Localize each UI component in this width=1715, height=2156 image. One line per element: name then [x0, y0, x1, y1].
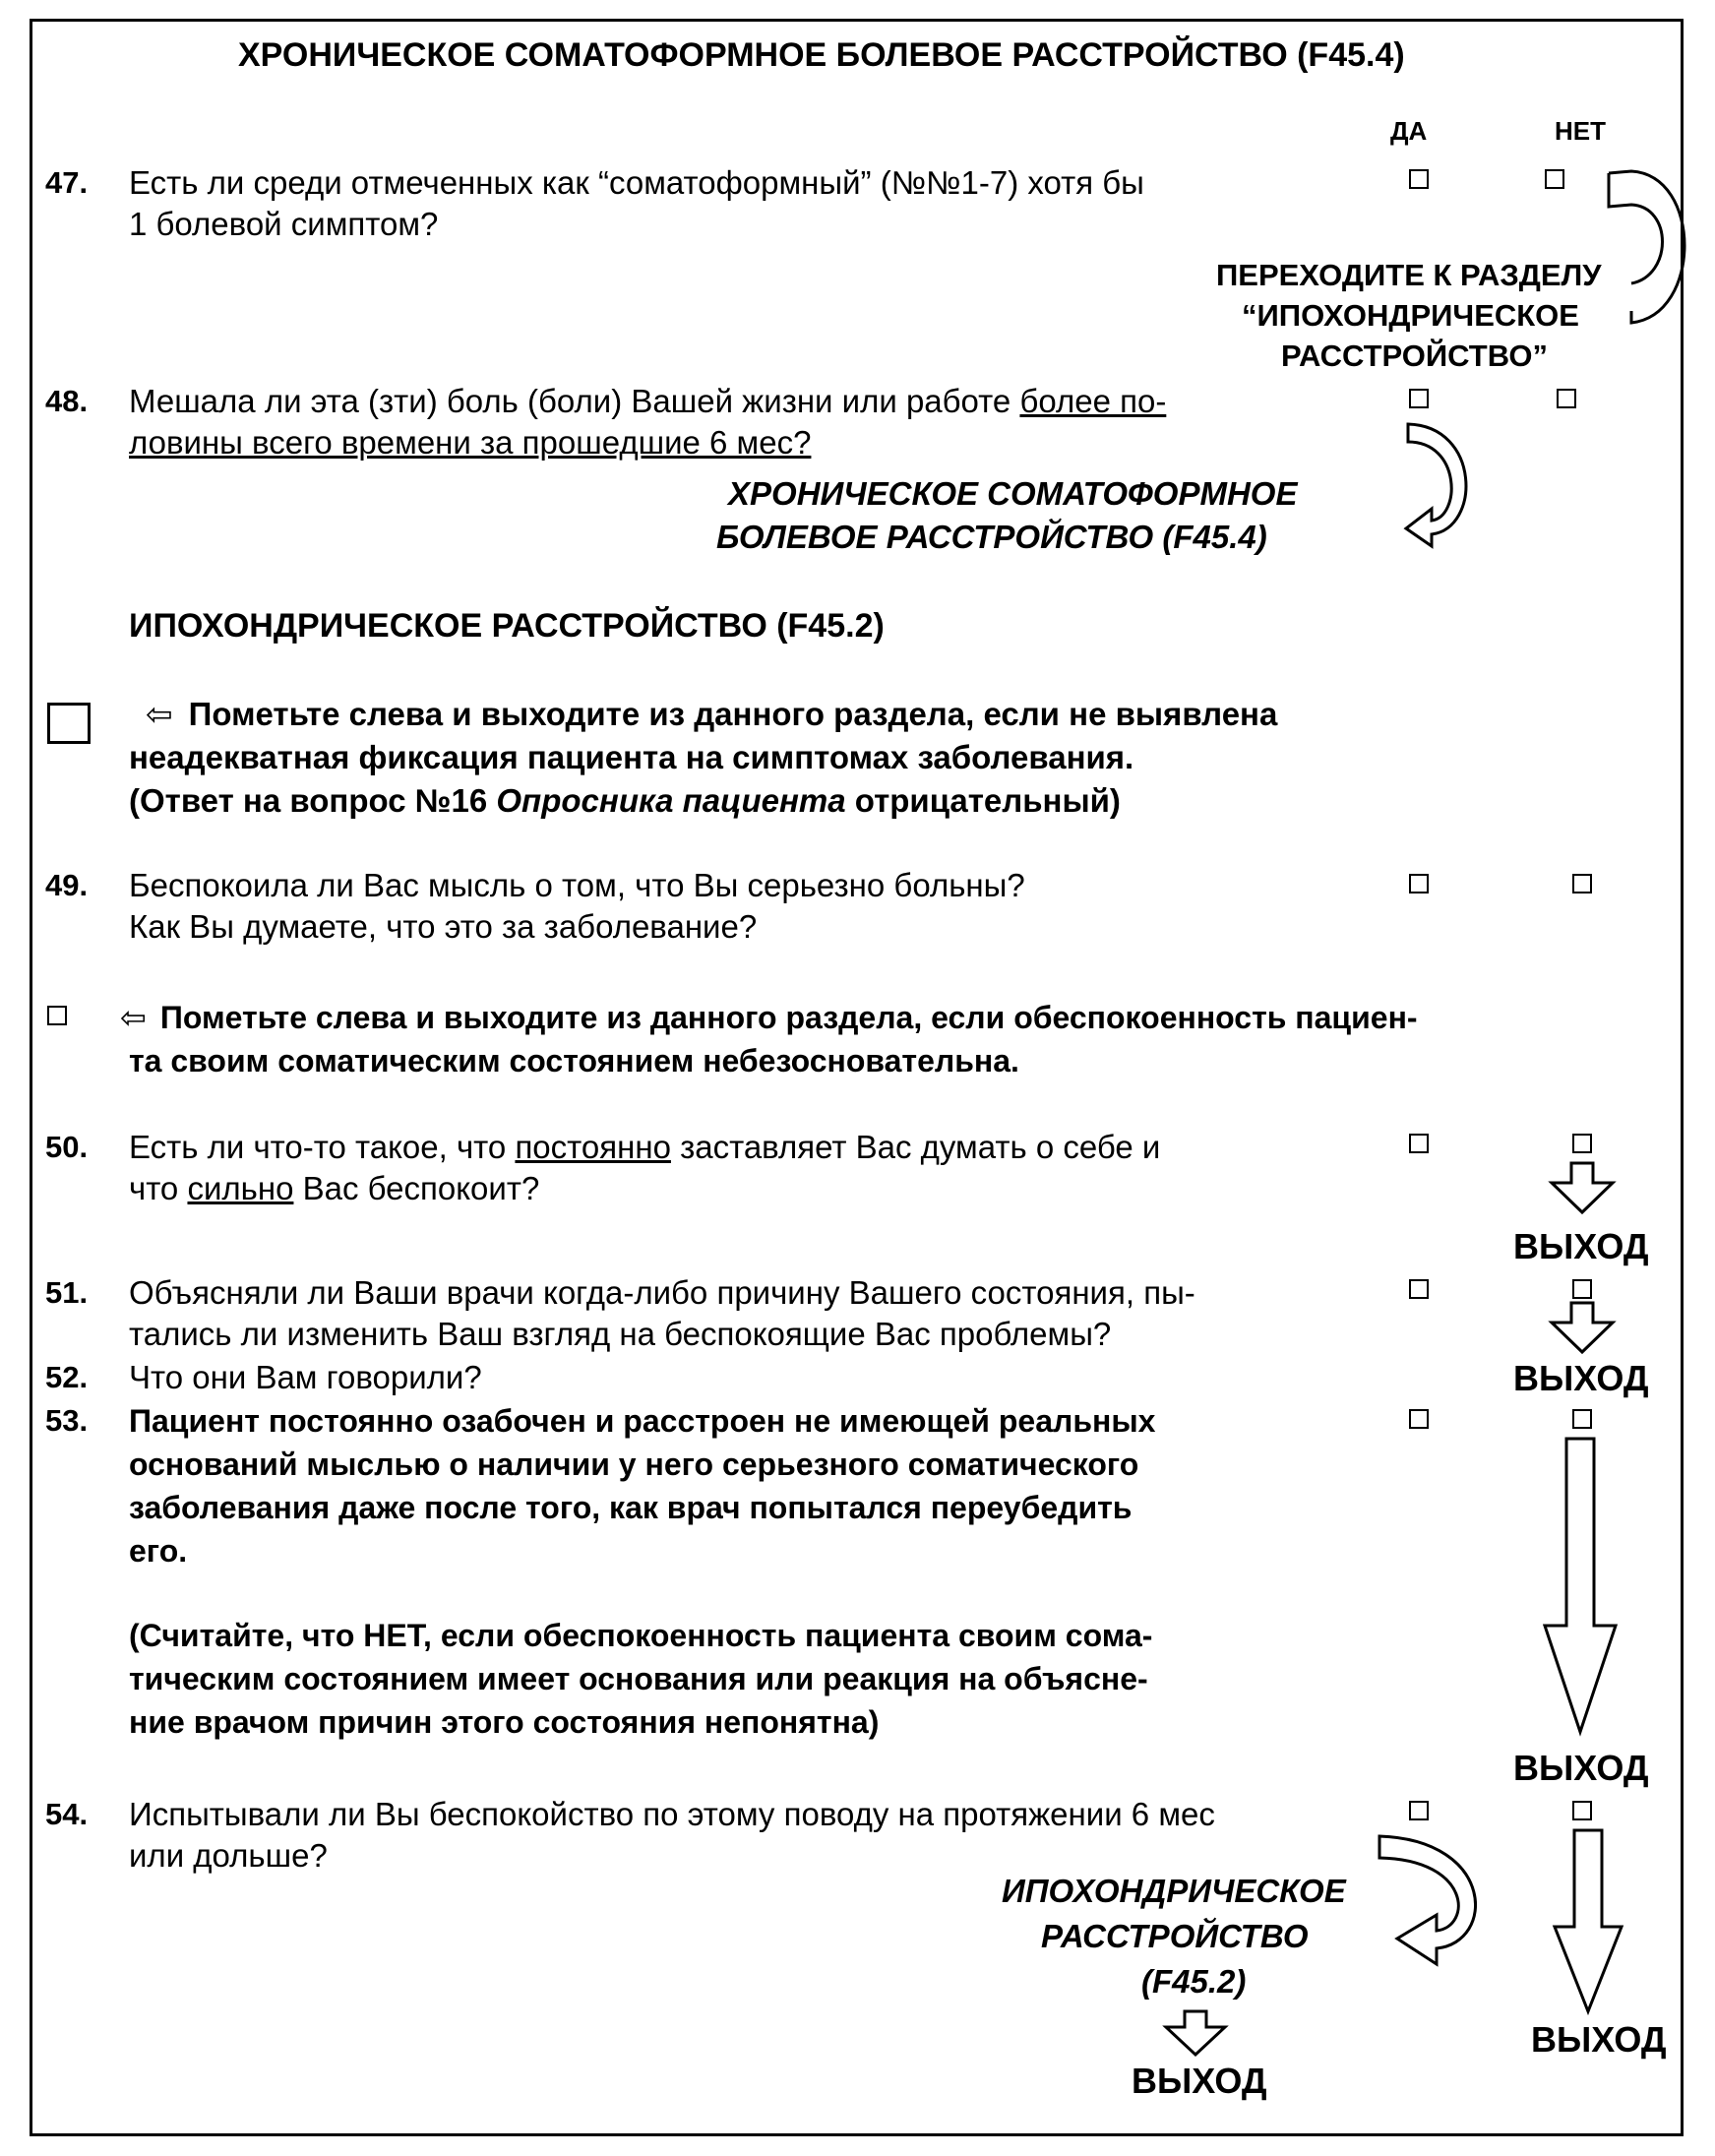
- down-arrow-icon: [1550, 1161, 1619, 1216]
- question-54-line1: Испытывали ли Вы беспокойство по этому поводу на протяжении 6 мес: [129, 1796, 1215, 1832]
- curved-arrow-icon: [1378, 1832, 1505, 1980]
- underlined-text: более по-: [1019, 383, 1167, 419]
- exit-label: ВЫХОД: [1513, 1226, 1649, 1266]
- question-53-line1: Пациент постоянно озабочен и расстроен не имеющей реальных: [129, 1403, 1156, 1439]
- exit-label: ВЫХОД: [1513, 1358, 1649, 1398]
- q47-no-checkbox[interactable]: [1545, 169, 1564, 189]
- question-48-line1: Мешала ли эта (зти) боль (боли) Вашей жизни или работе более по-: [129, 383, 1167, 419]
- column-header-yes: ДА: [1390, 116, 1428, 146]
- question-53-note: тическим состоянием имеет основания или реакция на объясне-: [129, 1661, 1148, 1696]
- question-50-line1: Есть ли что-то такое, что постоянно заставляет Вас думать о себе и: [129, 1129, 1161, 1165]
- question-number: 52.: [45, 1360, 89, 1394]
- question-53-note: (Считайте, что НЕТ, если обеспокоенность пациента своим сома-: [129, 1618, 1153, 1653]
- left-arrow-icon: ⇦: [120, 1000, 147, 1035]
- instruction1-line3: (Ответ на вопрос №16 Опросника пациента отрицательный): [129, 782, 1121, 819]
- q53-no-checkbox[interactable]: [1572, 1409, 1592, 1429]
- curved-arrow-icon: [1604, 167, 1683, 335]
- question-number: 51.: [45, 1275, 89, 1310]
- instruction1-line1: ⇦ Пометьте слева и выходите из данного раздела, если не выявлена: [146, 696, 1278, 732]
- q47-yes-checkbox[interactable]: [1409, 169, 1429, 189]
- q50-no-checkbox[interactable]: [1572, 1134, 1592, 1153]
- instruction2-line2: та своим соматическим состоянием небезосновательна.: [129, 1043, 1019, 1078]
- section-title: ХРОНИЧЕСКОЕ СОМАТОФОРМНОЕ БОЛЕВОЕ РАССТРОЙСТВО (F45.4): [238, 36, 1405, 74]
- q47-skip-instruction: “ИПОХОНДРИЧЕСКОЕ: [1242, 298, 1579, 333]
- question-54-line2: или дольше?: [129, 1837, 328, 1874]
- diagnosis-label: (F45.2): [1141, 1963, 1247, 2000]
- q49-yes-checkbox[interactable]: [1409, 874, 1429, 893]
- q53-yes-checkbox[interactable]: [1409, 1409, 1429, 1429]
- diagnosis-label: БОЛЕВОЕ РАССТРОЙСТВО (F45.4): [716, 519, 1267, 555]
- question-52-line1: Что они Вам говорили?: [129, 1359, 482, 1395]
- instruction1-line2: неадекватная фиксация пациента на симптомах заболевания.: [129, 739, 1134, 775]
- question-53-line4: его.: [129, 1533, 188, 1569]
- q51-no-checkbox[interactable]: [1572, 1279, 1592, 1299]
- instruction2-checkbox[interactable]: [47, 1006, 67, 1025]
- instruction2-line1: ⇦ Пометьте слева и выходите из данного раздела, если обеспокоенность пациен-: [120, 1000, 1418, 1035]
- down-arrow-icon: [1553, 1828, 1625, 2017]
- left-arrow-icon: ⇦: [146, 696, 173, 732]
- q48-yes-checkbox[interactable]: [1409, 389, 1429, 408]
- diagnosis-label: ХРОНИЧЕСКОЕ СОМАТОФОРМНОЕ: [728, 475, 1298, 512]
- question-47-line1: Есть ли среди отмеченных как “соматоформный” (№№1-7) хотя бы: [129, 164, 1144, 201]
- exit-label: ВЫХОД: [1531, 2019, 1667, 2060]
- question-49-line2: Как Вы думаете, что это за заболевание?: [129, 908, 758, 945]
- q54-no-checkbox[interactable]: [1572, 1801, 1592, 1820]
- diagnosis-label: РАССТРОЙСТВО: [1041, 1918, 1309, 1954]
- question-number: 49.: [45, 868, 89, 902]
- exit-label: ВЫХОД: [1513, 1748, 1649, 1788]
- question-number: 48.: [45, 384, 89, 418]
- question-number: 53.: [45, 1403, 89, 1438]
- question-number: 47.: [45, 165, 89, 200]
- question-number: 50.: [45, 1130, 89, 1164]
- question-53-line3: заболевания даже после того, как врач попытался переубедить: [129, 1490, 1133, 1525]
- q47-skip-instruction: РАССТРОЙСТВО”: [1281, 339, 1548, 373]
- instruction1-checkbox[interactable]: [47, 703, 91, 744]
- question-number: 54.: [45, 1797, 89, 1831]
- question-53-line2: оснований мыслью о наличии у него серьезного соматического: [129, 1447, 1139, 1482]
- question-51-line1: Объясняли ли Ваши врачи когда-либо причину Вашего состояния, пы-: [129, 1274, 1195, 1311]
- q49-no-checkbox[interactable]: [1572, 874, 1592, 893]
- column-header-no: НЕТ: [1555, 116, 1606, 146]
- q48-no-checkbox[interactable]: [1557, 389, 1576, 408]
- down-arrow-icon: [1550, 1301, 1619, 1356]
- section2-title: ИПОХОНДРИЧЕСКОЕ РАССТРОЙСТВО (F45.2): [129, 607, 885, 645]
- exit-label: ВЫХОД: [1132, 2061, 1267, 2101]
- question-50-line2: что сильно Вас беспокоит?: [129, 1170, 540, 1206]
- question-53-note: ние врачом причин этого состояния непонятна): [129, 1704, 880, 1740]
- q50-yes-checkbox[interactable]: [1409, 1134, 1429, 1153]
- down-arrow-icon: [1164, 2009, 1229, 2059]
- question-48-line2: ловины всего времени за прошедшие 6 мес?: [129, 424, 812, 461]
- q47-skip-instruction: ПЕРЕХОДИТЕ К РАЗДЕЛУ: [1216, 258, 1602, 292]
- down-arrow-icon: [1543, 1437, 1622, 1737]
- q51-yes-checkbox[interactable]: [1409, 1279, 1429, 1299]
- question-51-line2: тались ли изменить Ваш взгляд на беспокоящие Вас проблемы?: [129, 1316, 1112, 1352]
- diagnosis-label: ИПОХОНДРИЧЕСКОЕ: [1002, 1873, 1346, 1909]
- question-47-line2: 1 болевой симптом?: [129, 206, 439, 242]
- q54-yes-checkbox[interactable]: [1409, 1801, 1429, 1820]
- question-49-line1: Беспокоила ли Вас мысль о том, что Вы серьезно больны?: [129, 867, 1025, 903]
- curved-arrow-icon: [1402, 418, 1491, 566]
